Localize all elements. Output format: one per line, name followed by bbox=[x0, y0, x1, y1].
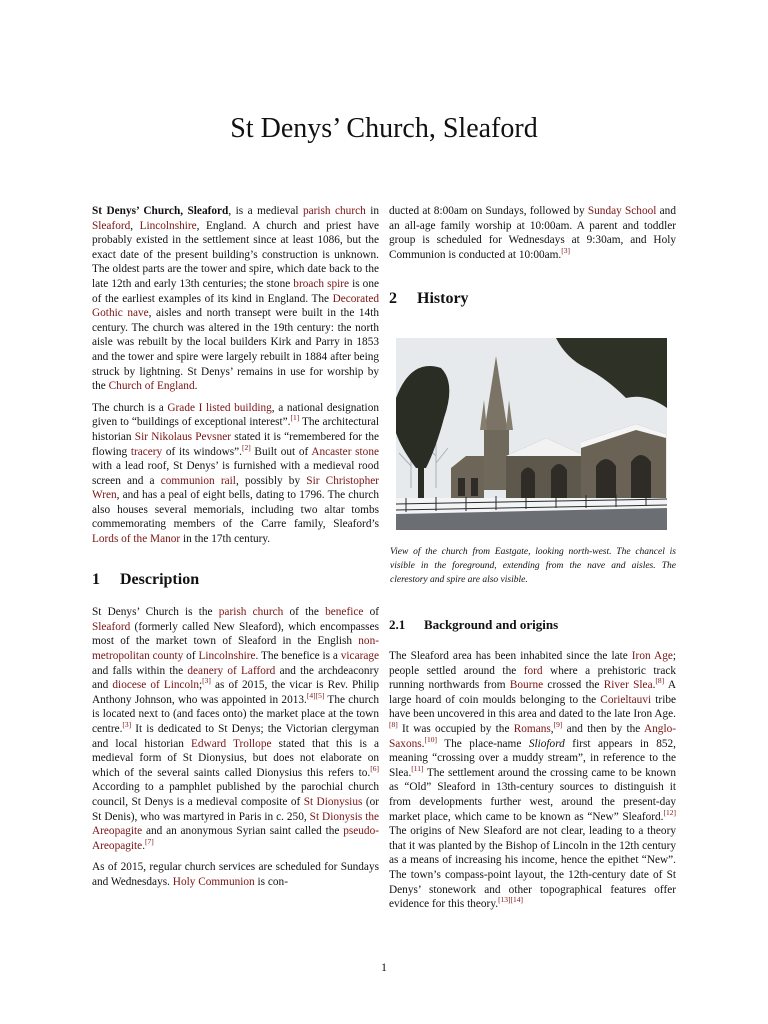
inline-link[interactable]: Romans bbox=[513, 722, 551, 735]
citation[interactable]: [1] bbox=[290, 413, 300, 423]
section-number: 2 bbox=[389, 290, 397, 307]
inline-link[interactable]: diocese of Lincoln bbox=[112, 679, 199, 692]
church-photo bbox=[396, 338, 667, 530]
inline-link[interactable]: Anglo-Saxons bbox=[389, 722, 676, 750]
inline-link[interactable]: Decorated Gothic nave bbox=[92, 292, 379, 320]
inline-link[interactable]: Edward Trollope bbox=[191, 737, 272, 750]
citation[interactable]: [11] bbox=[411, 763, 424, 773]
description-paragraph-1: St Denys’ Church is the parish church of the benefice of Sleaford (formerly called New Sleaford), which encompasses most of the market town of Sleaford in the English non-metropolitan county of Lincolnshire. The benefice is a vicarage and falls within the deanery of Lafford and the archdeaconry and diocese of Lincoln;[3] as of 2015, the vicar is Rev. Philip Anthony Johnson, who was appointed in 2013.[4][5] The church is located next to (and faces onto) the market place at the town centre.[3] It is dedicated to St Denys; the Victorian clergyman and local historian Edward Trollope stated that this is a medieval form of St Dionysius, but does not elaborate on which of the several saints called Dionysius this refers to.[6] According to a pamphlet published by the parochial church council, St Denys is a medieval composite of St Dionysius (or St Denis), who was martyred in Paris in c. 250, St Dionysis the Areopagite and an anonymous Syrian saint called the pseudo-Areopagite.[7] bbox=[92, 606, 380, 852]
citation[interactable]: [8] bbox=[389, 720, 398, 730]
subsection-title: Background and origins bbox=[424, 617, 559, 632]
inline-link[interactable]: benefice bbox=[325, 606, 364, 619]
inline-link[interactable]: St Dionysis the Areopagite bbox=[92, 810, 379, 838]
citation[interactable]: [9] bbox=[553, 720, 563, 730]
italic-term: Slioford bbox=[528, 737, 565, 750]
citation[interactable]: [8] bbox=[655, 676, 665, 686]
citation[interactable]: [4][5] bbox=[306, 691, 325, 701]
inline-link[interactable]: deanery of Lafford bbox=[187, 664, 276, 677]
subsection-number: 2.1 bbox=[389, 617, 406, 632]
inline-link[interactable]: Lincolnshire bbox=[139, 219, 197, 232]
inline-link[interactable]: broach spire bbox=[293, 277, 350, 290]
inline-link[interactable]: Ancaster stone bbox=[311, 445, 379, 458]
inline-link[interactable]: parish church bbox=[218, 606, 284, 619]
inline-link[interactable]: Sir Nikolaus Pevsner bbox=[134, 430, 231, 443]
citation[interactable]: [2] bbox=[241, 442, 251, 452]
background-paragraph: The Sleaford area has been inhabited since the late Iron Age; people settled around the ford where a prehistoric track running northwards from Bourne crossed the River Slea.[8] A large hoard of coin moulds belonging to the Corieltauvi tribe have been uncovered in this area and dated to the late Iron Age.[8] It was occupied by the Romans,[9] and then by the Anglo-Saxons.[10] The place-name Slioford first appears in 852, meaning “crossing over a muddy stream”, in reference to the Slea.[11] The settlement around the crossing came to be known as “Old” Sleaford in 13th-century sources to distinguish it from developments further west, around the present-day market place, which came to be known as “New” Sleaford.[12] The origins of New Sleaford are not clear, leading to a theory that it was planted by the Bishop of Lincoln in the 12th century as a means of increasing his income, hence the epithet “New”. The town’s compass-point layout, the 12th-century date of St Denys’ stonework and other topographical features offer evidence for this theory.[13][14] bbox=[389, 650, 677, 911]
inline-link[interactable]: Corieltauvi bbox=[600, 693, 652, 706]
inline-link[interactable]: parish church bbox=[302, 205, 366, 217]
page-title: St Denys’ Church, Sleaford bbox=[230, 113, 538, 144]
citation[interactable]: [6] bbox=[370, 764, 379, 774]
inline-link[interactable]: Church of England bbox=[108, 380, 195, 393]
description-paragraph-2-cont: ducted at 8:00am on Sundays, followed by Sunday School and an all-age family worship at 10:00am. A parent and toddler group is scheduled for Wednesdays at 9:30am, and Holy Communion is conducted at 10:00am.[3] bbox=[389, 205, 676, 261]
citation[interactable]: [3] bbox=[561, 246, 571, 256]
left-column bbox=[92, 204, 379, 897]
inline-link[interactable]: Holy Communion bbox=[172, 875, 255, 888]
inline-link[interactable]: Grade I listed building bbox=[167, 401, 272, 414]
citation[interactable]: [3] bbox=[202, 676, 211, 686]
inline-link[interactable]: Iron Age bbox=[631, 650, 673, 662]
figure-caption: View of the church from Eastgate, looking north-west. The chancel is visible in the foreground, extending from the nave and aisles. The clerestory and spire are also visible. bbox=[390, 547, 676, 585]
section-heading-history bbox=[389, 292, 469, 307]
citation[interactable]: [13][14] bbox=[498, 895, 524, 905]
citation[interactable]: [12] bbox=[663, 807, 676, 817]
subsection-heading-background bbox=[389, 618, 558, 633]
section-title: History bbox=[417, 290, 469, 307]
page-number: 1 bbox=[381, 960, 387, 974]
inline-link[interactable]: pseudo-Areopagite bbox=[92, 825, 379, 852]
inline-link[interactable]: tracery bbox=[130, 445, 163, 458]
inline-link[interactable]: Sir Christopher Wren bbox=[92, 474, 380, 502]
inline-link[interactable]: Sunday School bbox=[587, 205, 657, 217]
citation[interactable]: [3] bbox=[122, 720, 132, 730]
inline-link[interactable]: St Dionysius bbox=[303, 795, 363, 808]
intro-paragraph-1: St Denys’ Church, Sleaford, is a medieval parish church in Sleaford, Lincolnshire, England. A church and priest have probably existed in the settlement since at least 1086, but the exact date of the present building’s construction is unknown. The oldest parts are the tower and spire, which date back to the late 12th and early 13th centuries; the stone broach spire is one of the earliest examples of its kind in England. The Decorated Gothic nave, aisles and north transept were built in the 14th century. The church was altered in the 19th century: the north aisle was rebuilt by the local builders Kirk and Parry in 1853 and the tower and spire were largely rebuilt in 1884 after being struck by lightning. St Denys’ remains in use for worship by the Church of England. bbox=[92, 205, 380, 393]
inline-link[interactable]: Lords of the Manor bbox=[92, 533, 181, 546]
inline-link[interactable]: Lincolnshire bbox=[198, 650, 256, 663]
bold-term: St Denys’ Church, Sleaford bbox=[92, 205, 229, 217]
description-paragraph-2: As of 2015, regular church services are scheduled for Sundays and Wednesdays. Holy Communion is con- bbox=[92, 861, 379, 888]
inline-link[interactable]: Sleaford bbox=[92, 219, 131, 232]
section-number: 1 bbox=[92, 570, 100, 588]
inline-link[interactable]: River Slea bbox=[603, 679, 653, 692]
inline-link[interactable]: vicarage bbox=[340, 650, 380, 663]
inline-link[interactable]: communion rail bbox=[160, 474, 236, 487]
church-photo-illustration bbox=[396, 338, 667, 530]
section-title: Description bbox=[120, 570, 200, 588]
section-heading-description bbox=[92, 570, 379, 588]
inline-link[interactable]: non-metropolitan county bbox=[92, 635, 379, 663]
citation[interactable]: [7] bbox=[145, 836, 154, 846]
inline-link[interactable]: ford bbox=[523, 664, 543, 677]
intro-paragraph-2: The church is a Grade I listed building, a national designation given to “buildings of exceptional interest”.[1] The architectural historian Sir Nikolaus Pevsner stated it is “remembered for the flowing tracery of its windows”.[2] Built out of Ancaster stone with a lead roof, St Denys’ is furnished with a medieval rood screen and a communion rail, possibly by Sir Christopher Wren, and has a peal of eight bells, dating to 1796. The church also houses several memorials, including two altar tombs commemorating members of the Carre family, Sleaford’s Lords of the Manor in the 17th century. bbox=[92, 401, 380, 546]
inline-link[interactable]: Bourne bbox=[509, 679, 544, 692]
inline-link[interactable]: Sleaford bbox=[92, 620, 131, 633]
citation[interactable]: [10] bbox=[424, 734, 437, 744]
